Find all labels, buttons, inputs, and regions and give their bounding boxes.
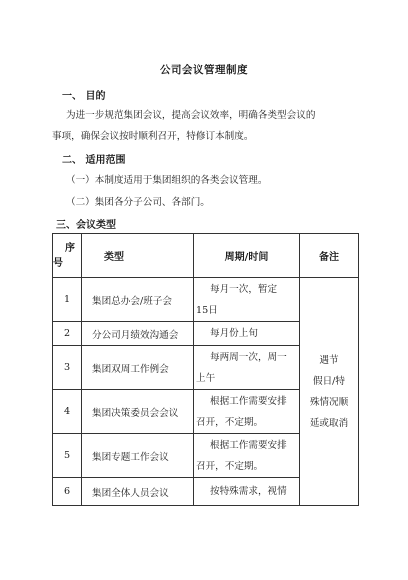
section-heading-meeting-types: 三、会议类型 [56, 220, 116, 231]
header-no [53, 234, 82, 278]
note-line: 假日/特 [312, 375, 345, 387]
row-cycle-line: 每月份上旬 [210, 328, 258, 339]
row-cycle-line: 根据工作需要安排 [210, 439, 287, 451]
note-line: 殊情况顺 [309, 396, 349, 408]
row-type: 集团决策委员会会议 [82, 390, 194, 434]
row-cycle [194, 346, 300, 390]
note-line: 遇节 [319, 354, 339, 366]
row-cycle-line: 上午 [196, 372, 216, 384]
header-cycle: 周期/时间 [194, 234, 300, 278]
scope-line-2: （二）集团各分子公司、各部门。 [66, 197, 210, 208]
row-cycle-line: 按特殊需求，视情 [210, 486, 287, 497]
row-cycle-line: 每两周一次，周一 [210, 351, 287, 363]
row-no: 6 [53, 478, 82, 506]
row-cycle [194, 278, 300, 322]
row-cycle-line: 召开，不定期。 [196, 460, 264, 472]
header-no-line-1: 序 [65, 242, 75, 254]
purpose-line-1: 为进一步规范集团会议，提高会议效率，明确各类型会议的 [66, 110, 316, 121]
purpose-line-2: 事项，确保会议按时顺利召开，特修订本制度。 [52, 131, 254, 142]
row-cycle [194, 390, 300, 434]
row-cycle-line: 每月一次，暂定 [210, 283, 278, 295]
row-cycle [194, 434, 300, 478]
row-type: 集团全体人员会议 [82, 478, 194, 506]
meeting-types-table [52, 233, 359, 506]
header-no-line-2: 号 [53, 257, 63, 269]
row-type: 分公司月绩效沟通会 [82, 322, 194, 346]
row-type: 集团双周工作例会 [82, 346, 194, 390]
row-cycle-line: 召开，不定期。 [196, 416, 264, 428]
header-type: 类型 [82, 234, 194, 278]
row-type: 集团专题工作会议 [82, 434, 194, 478]
row-cycle-line: 根据工作需要安排 [210, 395, 287, 407]
table-header-row [53, 234, 359, 278]
row-no: 4 [53, 390, 82, 434]
row-cycle-line: 15日 [196, 304, 218, 316]
note-line: 延或取消 [309, 417, 349, 429]
header-note: 备注 [300, 234, 359, 278]
row-cycle [194, 322, 300, 346]
row-type: 集团总办会/班子会 [82, 278, 194, 322]
table-row [53, 278, 359, 322]
row-cycle [194, 478, 300, 506]
document-title: 公司会议管理制度 [160, 64, 248, 76]
section-heading-purpose: 一、 目的 [62, 91, 106, 102]
section-heading-scope: 二、 适用范围 [62, 155, 126, 166]
note-cell [300, 278, 359, 506]
row-no: 5 [53, 434, 82, 478]
row-no: 1 [53, 278, 82, 322]
row-no: 3 [53, 346, 82, 390]
row-no: 2 [53, 322, 82, 346]
scope-line-1: （一）本制度适用于集团组织的各类会议管理。 [66, 175, 268, 186]
